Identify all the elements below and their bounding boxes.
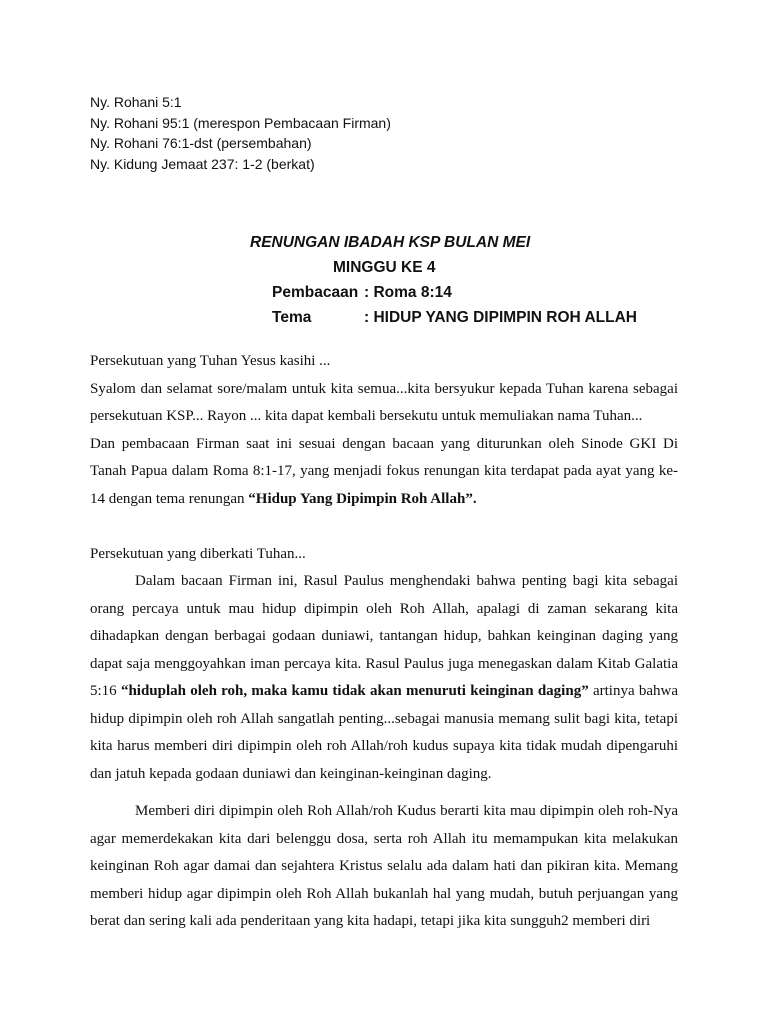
paragraph-text: Dan pembacaan Firman saat ini sesuai dengan bacaan yang diturunkan oleh Sinode GKI Di Tanah Papua dalam Roma 8:1-17, yang menjadi fokus renungan kita terdapat pada ayat yang ke-14 dengan tema renungan bbox=[90, 435, 678, 507]
greeting-line: Persekutuan yang Tuhan Yesus kasihi ... bbox=[90, 353, 331, 369]
theme-label: Tema bbox=[272, 309, 312, 326]
greeting-line: Persekutuan yang diberkati Tuhan... bbox=[90, 545, 306, 562]
reading-value: : Roma 8:14 bbox=[364, 284, 452, 301]
song-item: Ny. Rohani 95:1 (merespon Pembacaan Firman) bbox=[90, 114, 391, 131]
theme-emphasis: “Hidup Yang Dipimpin Roh Allah”. bbox=[248, 490, 477, 507]
song-item: Ny. Rohani 5:1 bbox=[90, 94, 182, 110]
document-title: RENUNGAN IBADAH KSP BULAN MEI bbox=[250, 234, 531, 251]
theme-row bbox=[272, 309, 637, 327]
verse-quote: “hiduplah oleh roh, maka kamu tidak akan menuruti keinginan daging” bbox=[120, 683, 589, 699]
paragraph: Syalom dan selamat sore/malam untuk kita semua...kita bersyukur kepada Tuhan karena sebagai persekutuan KSP... Rayon ... kita dapat kembali bersekutu untuk memuliakan nama Tuhan... bbox=[90, 380, 678, 424]
document-body bbox=[90, 348, 678, 936]
paragraph-text: Dalam bacaan Firman ini, Rasul Paulus menghendaki bahwa penting bagi kita sebagai orang percaya untuk mau hidup dipimpin oleh Roh Allah, apalagi di zaman sekarang kita dihadapkan dengan berbagai godaan duniawi, tantangan hidup, bahkan keinginan daging yang dapat saja menggoyahkan iman percaya kita. Rasul Paulus juga menegaskan dalam Kitab Galatia 5:16 bbox=[90, 573, 678, 699]
paragraph: Memberi diri dipimpin oleh Roh Allah/roh Kudus berarti kita mau dipimpin oleh roh-Nya agar memerdekakan kita dari belenggu dosa, serta roh Allah itu memampukan kita melakukan keinginan Roh agar damai dan sejahtera Kristus selalu ada dalam hati dan pikiran kita. Memang memberi hidup agar dipimpin oleh Roh Allah bukanlah hal yang mudah, butuh perjuangan yang berat dan sering kali ada penderitaan yang kita hadapi, tetapi jika kita sungguh2 memberi diri bbox=[90, 803, 678, 929]
theme-value: : HIDUP YANG DIPIMPIN ROH ALLAH bbox=[364, 309, 637, 326]
song-list bbox=[90, 92, 391, 174]
song-item: Ny. Kidung Jemaat 237: 1-2 (berkat) bbox=[90, 155, 315, 172]
week-label: MINGGU KE 4 bbox=[333, 259, 436, 276]
spacer bbox=[90, 513, 678, 541]
reading-row bbox=[272, 284, 452, 302]
paragraph-text: artinya bahwa hidup dipimpin oleh roh Allah sangatlah penting...sebagai manusia memang sulit bagi kita, tetapi kita harus memberi diri dipimpin oleh roh Allah/roh kudus supaya kita tidak mudah dipengaruhi dan jatuh kepada godaan duniawi dan keinginan-keinginan daging. bbox=[90, 683, 679, 782]
spacer bbox=[90, 788, 678, 798]
reading-label: Pembacaan bbox=[272, 284, 359, 301]
paragraph bbox=[90, 568, 678, 788]
song-item: Ny. Rohani 76:1-dst (persembahan) bbox=[90, 135, 312, 151]
paragraph bbox=[90, 431, 678, 514]
